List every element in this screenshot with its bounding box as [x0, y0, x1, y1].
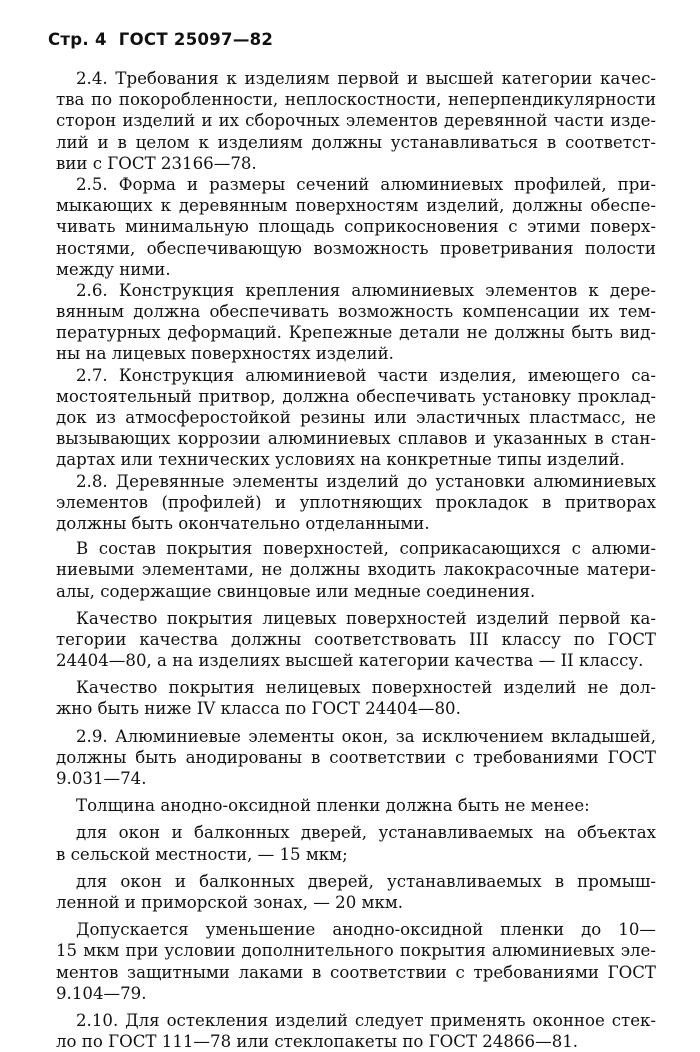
text-line: мостоятельный притвор, должна обеспечивать установку проклад- [56, 386, 656, 406]
text-line: ментов защитными лаками в соответствии с требованиями ГОСТ [56, 962, 656, 982]
paragraph [56, 795, 656, 816]
text-line: алы, содержащие свинцовые или медные соединения. [56, 581, 536, 601]
paragraph [56, 726, 656, 790]
page-header [48, 30, 285, 49]
text-line: ностями, обеспечивающую возможность проветривания полости [56, 238, 656, 258]
paragraph [56, 608, 656, 672]
paragraph [56, 280, 656, 365]
paragraph [56, 822, 656, 864]
text-line: должны быть окончательно отделанными. [56, 513, 430, 533]
text-line: ленной и приморской зонах, — 20 мкм. [56, 892, 404, 912]
body-text [56, 68, 656, 1052]
text-line: ны на лицевых поверхностях изделий. [56, 344, 394, 364]
text-line: ниевыми элементами, не должны входить лакокрасочные матери- [56, 560, 656, 580]
paragraph [56, 871, 656, 913]
paragraph [56, 365, 656, 471]
text-line: лий и в целом к изделиям должны устанавливаться в соответст- [56, 132, 656, 152]
text-line: мыкающих к деревянным поверхностям изделий, должны обеспе- [56, 196, 656, 216]
text-line: Толщина анодно-оксидной пленки должна быть не менее: [76, 796, 590, 816]
text-line: 2.7. Конструкция алюминиевой части изделия, имеющего са- [76, 365, 656, 385]
paragraph [56, 68, 656, 174]
text-line: 2.8. Деревянные элементы изделий до установки алюминиевых [76, 471, 656, 491]
text-line: вянным должна обеспечивать возможность компенсации их тем- [56, 302, 656, 322]
text-line: между ними. [56, 259, 171, 279]
text-line: 24404—80, а на изделиях высшей категории качества — II классу. [56, 651, 644, 671]
text-line: 15 мкм при условии дополнительного покрытия алюминиевых эле- [56, 941, 656, 961]
text-line: для окон и балконных дверей, устанавливаемых на объектах [76, 823, 656, 843]
text-line: в сельской местности, — 15 мкм; [56, 844, 348, 864]
standard-number: ГОСТ 25097—82 [118, 30, 274, 49]
paragraph [56, 1010, 656, 1052]
text-line: вызывающих коррозии алюминиевых сплавов и указанных в стан- [56, 429, 656, 449]
text-line: 9.031—74. [56, 769, 147, 788]
page-number-label: Стр. 4 [48, 30, 107, 49]
paragraph [56, 471, 656, 535]
paragraph [56, 919, 656, 1004]
text-line: должны быть анодированы в соответствии с требованиями ГОСТ [56, 747, 656, 767]
text-line: 2.10. Для остекления изделий следует применять оконное стек- [76, 1010, 656, 1030]
text-line: сторон изделий и их сборочных элементов деревянной части изде- [56, 111, 656, 131]
text-line: 2.6. Конструкция крепления алюминиевых элементов к дере- [76, 280, 656, 300]
text-line: Качество покрытия нелицевых поверхностей изделий не дол- [76, 678, 656, 698]
text-line: 2.9. Алюминиевые элементы окон, за исключением вкладышей, [76, 726, 656, 746]
text-line: В состав покрытия поверхностей, соприкасающихся с алюми- [76, 539, 656, 559]
text-line: жно быть ниже IV класса по ГОСТ 24404—80. [56, 699, 461, 719]
text-line: элементов (профилей) и уплотняющих прокладок в притворах [56, 492, 656, 512]
text-line: чивать минимальную площадь соприкосновения с этими поверх- [56, 217, 656, 237]
paragraph [56, 174, 656, 280]
paragraph [56, 538, 656, 602]
text-line: 2.4. Требования к изделиям первой и высшей категории качес- [76, 69, 656, 88]
text-line: тва по покоробленности, неплоскостности, неперпендикулярности [56, 90, 656, 110]
text-line: тегории качества должны соответствовать III классу по ГОСТ [56, 629, 656, 649]
text-line: 2.5. Форма и размеры сечений алюминиевых профилей, при- [76, 174, 656, 194]
text-line: Допускается уменьшение анодно-оксидной пленки до 10— [76, 920, 656, 940]
text-line: док из атмосферостойкой резины или эластичных пластмасс, не [56, 408, 656, 427]
text-line: ло по ГОСТ 111—78 или стеклопакеты по ГОСТ 24866—81. [56, 1032, 579, 1052]
text-line: для окон и балконных дверей, устанавливаемых в промыш- [76, 871, 656, 891]
text-line: дартах или технических условиях на конкретные типы изделий. [56, 450, 625, 470]
paragraph [56, 677, 656, 719]
text-line: 9.104—79. [56, 983, 147, 1003]
text-line: пературных деформаций. Крепежные детали не должны быть вид- [56, 323, 656, 343]
text-line: вии с ГОСТ 23166—78. [56, 153, 257, 173]
text-line: Качество покрытия лицевых поверхностей изделий первой ка- [76, 608, 656, 628]
